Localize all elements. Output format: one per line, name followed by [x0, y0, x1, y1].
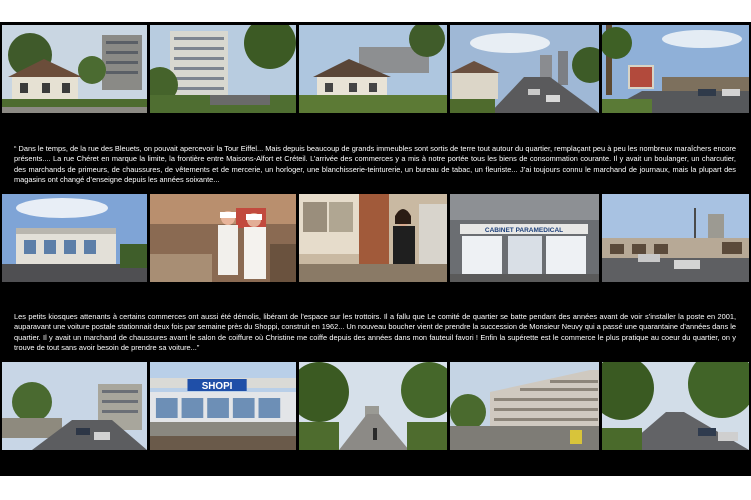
caption-paragraph-1: “ Dans le temps, de la rue des Bleuets, on pouvait apercevoir la Tour Eiffel... Mais depuis beaucoup de grands immeubles sont sortis de terre tout autour du quartier, remplaçant peu à peu les nombreux maraîchers encore présents.... La rue Chéret en marque la limite, la frontière entre Maisons-Alfort et Créteil. L’arrivée des commerces y a mis à notre portée tous les biens de consommation courante. Il y avait un boulanger, un charcutier, des marchands de primeurs, de chaussures, de vêtements et de mercerie, un horloger, une blanchisserie-teinturerie, un bureau de tabac, un fleuriste... J’ai toujours connu le marchand de journaux, mais la plupart des magasins ont changé d’enseigne depuis les années soixante... — [14, 144, 736, 184]
photo-butchers-in-shop — [150, 194, 296, 282]
photo-collage-sheet — [0, 22, 751, 476]
photo-apartment-block — [450, 362, 599, 450]
photo-woman-in-hair-salon — [299, 194, 447, 282]
shopi-sign-text: SHOPI — [201, 380, 233, 393]
photo-paramedical-storefront — [450, 194, 599, 282]
photo-suburban-house-with-tower — [2, 25, 147, 113]
photo-row-3 — [0, 362, 751, 450]
photo-street-corner-shops — [602, 194, 749, 282]
photo-street-with-parked-cars — [450, 25, 599, 113]
photo-shopi-supermarket — [150, 362, 296, 450]
photo-leafy-avenue — [602, 362, 749, 450]
caption-paragraph-2: Les petits kiosques attenants à certains commerces ont aussi été démolis, libérant de l’espace sur les trottoirs. Il a fallu que Le comité de quartier se batte pendant des années avant de voir s’installer la poste en 2001, auparavant une voiture postale stationnait deux fois par semaine près du Shoppi, construit en 1962... Un nouveau boucher vient de prendre la succession de Monsieur Neuvy qui a passé une quarantaine d’années dans le quartier. Il y avait un marchand de chaussures avant le salon de coiffure où Christine me coiffe depuis des années dans mon fauteuil favori ! Enfin la supérette est le commerce le plus pratique au coeur du quartier, on y trouve de tout sans avoir besoin de prendre sa voiture...” — [14, 312, 736, 352]
photo-house-and-apartments — [299, 25, 447, 113]
photo-avenue-with-billboard — [602, 25, 749, 113]
photo-post-office-building — [2, 194, 147, 282]
pharmacy-sign-text: CABINET PARAMEDICAL — [484, 227, 564, 234]
photo-row-2 — [0, 194, 751, 282]
photo-residential-street-with-cars — [2, 362, 147, 450]
photo-row-1 — [0, 25, 751, 113]
photo-tree-lined-path — [299, 362, 447, 450]
photo-highrise-tower — [150, 25, 296, 113]
